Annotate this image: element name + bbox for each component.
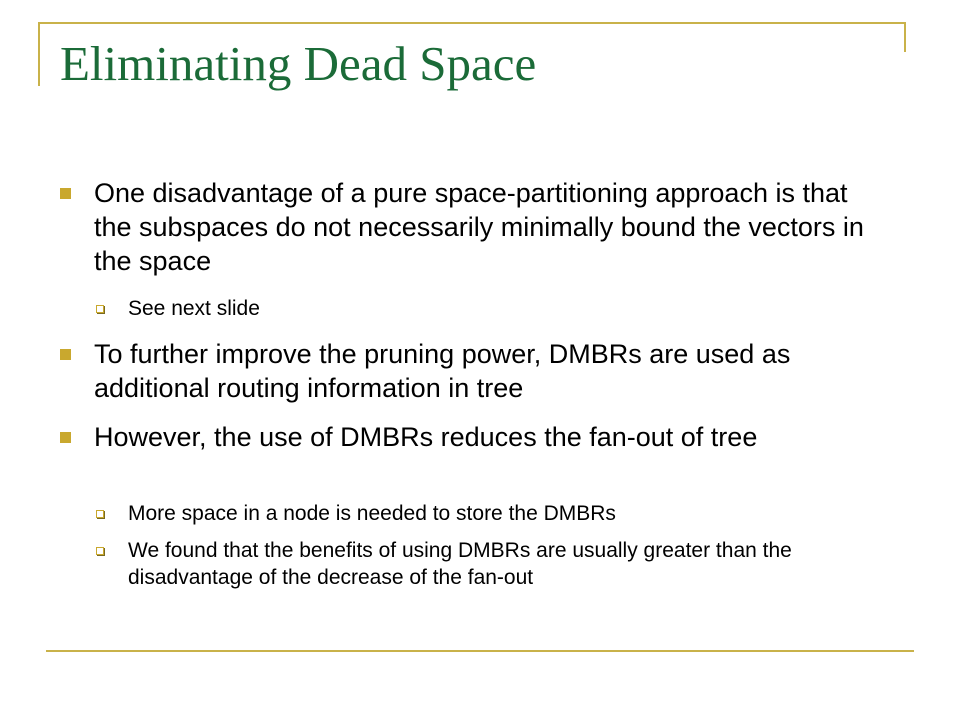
- bullet-1-sub-1: [96, 295, 886, 322]
- bullet-2: [60, 337, 880, 405]
- bullet-3-sub-2: [96, 537, 886, 591]
- bullet-3-sub-2-text: We found that the benefits of using DMBRs are usually greater than the disadvantage of the decrease of the fan-out: [128, 539, 792, 589]
- square-bullet-icon: [60, 432, 71, 443]
- bullet-3-text: However, the use of DMBRs reduces the fan-out of tree: [94, 422, 758, 452]
- hollow-square-bullet-icon: [96, 305, 104, 313]
- bullet-3-sub-1: [96, 500, 886, 527]
- hollow-square-bullet-icon: [96, 510, 104, 518]
- bullet-1-text: One disadvantage of a pure space-partitioning approach is that the subspaces do not necessarily minimally bound the vectors in the space: [94, 178, 864, 276]
- bullet-3: [60, 420, 880, 454]
- bullet-3-sub-1-text: More space in a node is needed to store the DMBRs: [128, 502, 616, 525]
- bottom-rule: [46, 650, 914, 652]
- hollow-square-bullet-icon: [96, 547, 104, 555]
- bullet-2-text: To further improve the pruning power, DMBRs are used as additional routing information in tree: [94, 339, 791, 403]
- bullet-1: [60, 176, 880, 278]
- square-bullet-icon: [60, 349, 71, 360]
- square-bullet-icon: [60, 188, 71, 199]
- bullet-1-sub-1-text: See next slide: [128, 297, 260, 320]
- slide-title: Eliminating Dead Space: [60, 36, 537, 91]
